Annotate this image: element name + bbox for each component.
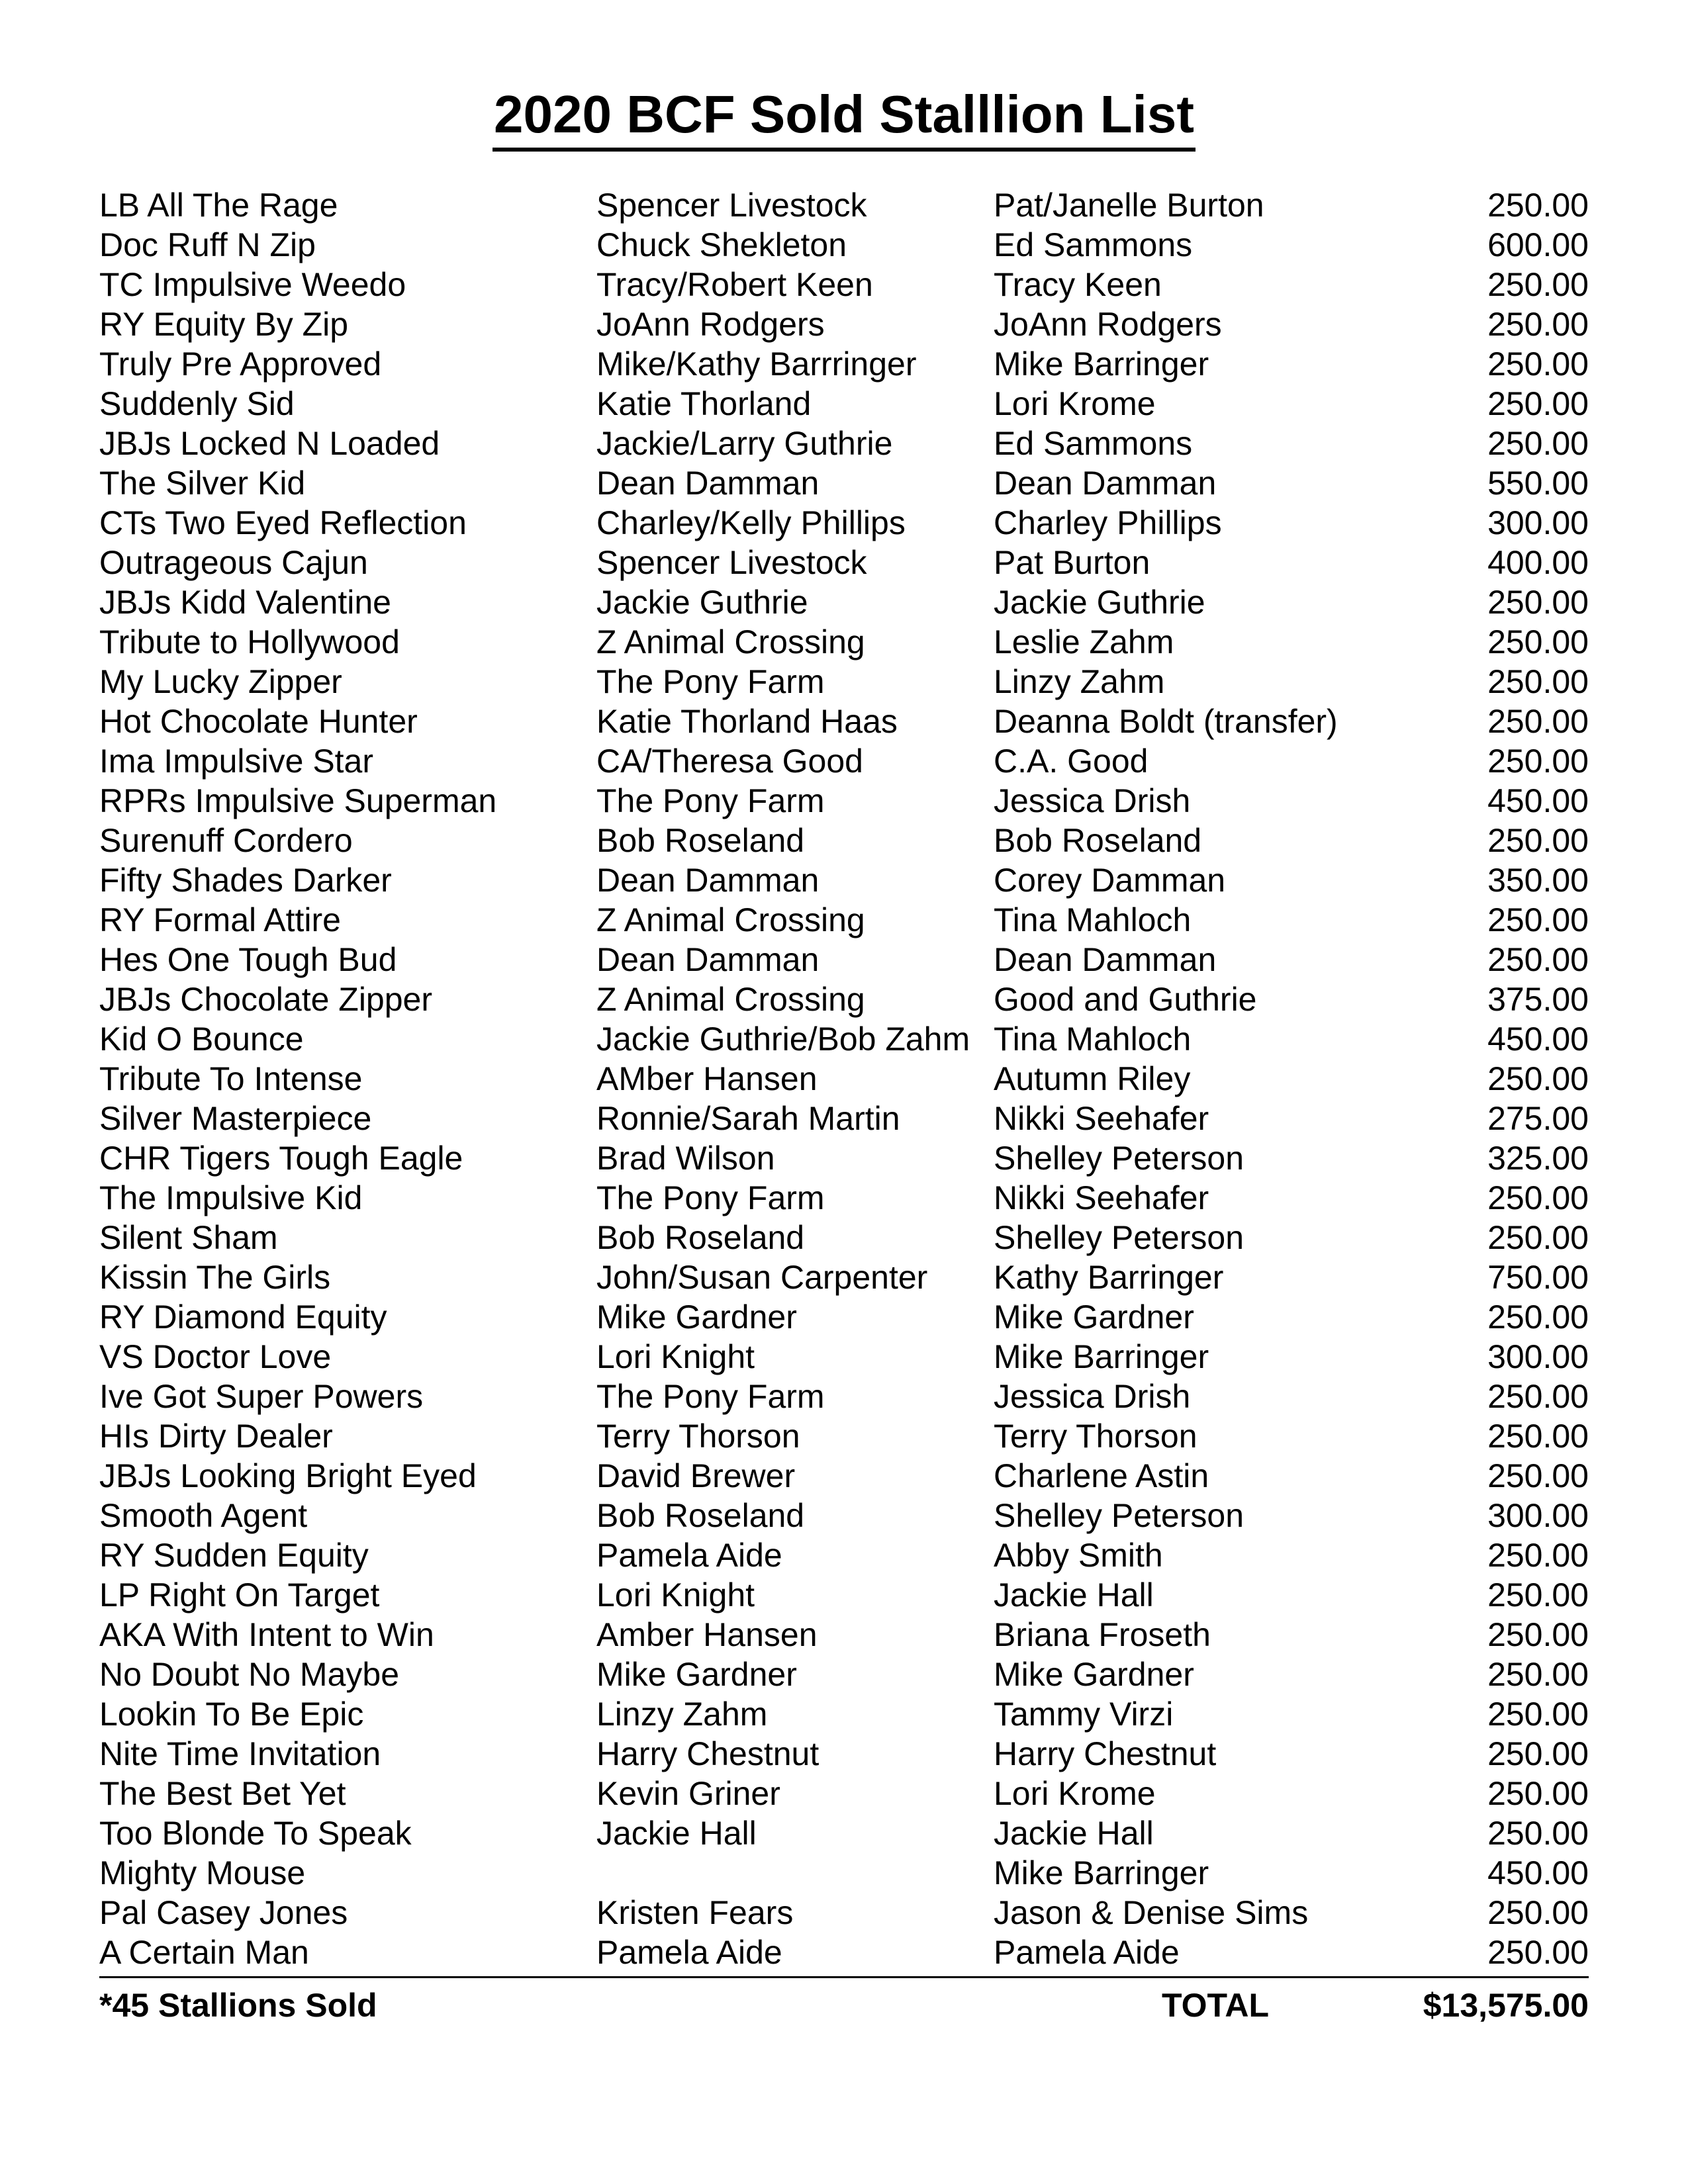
table-row [99, 1257, 1589, 1297]
total-divider [99, 1976, 1589, 1978]
sale-price: 250.00 [1487, 703, 1589, 740]
table-row [99, 1575, 1589, 1615]
table-row [99, 1535, 1589, 1575]
sale-price: 375.00 [1487, 981, 1589, 1018]
stallion-name: Fifty Shades Darker [99, 862, 392, 899]
sale-price: 250.00 [1487, 623, 1589, 660]
sale-price: 250.00 [1487, 1179, 1589, 1216]
table-row [99, 979, 1589, 1019]
buyer-name: Lori Krome [994, 1775, 1156, 1812]
seller-name: Bob Roseland [596, 822, 805, 859]
seller-name: Charley/Kelly Phillips [596, 504, 906, 541]
buyer-name: Harry Chestnut [994, 1735, 1217, 1772]
sale-price: 250.00 [1487, 425, 1589, 462]
buyer-name: Dean Damman [994, 941, 1217, 978]
seller-name: John/Susan Carpenter [596, 1259, 928, 1296]
stallion-name: Kissin The Girls [99, 1259, 331, 1296]
stallion-name: The Silver Kid [99, 465, 306, 502]
stallion-name: RPRs Impulsive Superman [99, 782, 497, 819]
seller-name: JoAnn Rodgers [596, 306, 825, 343]
seller-name: Dean Damman [596, 941, 820, 978]
buyer-name: Jackie Hall [994, 1576, 1154, 1614]
table-row [99, 1893, 1589, 1933]
seller-name: The Pony Farm [596, 782, 825, 819]
sale-price: 250.00 [1487, 187, 1589, 224]
sale-price: 250.00 [1487, 1616, 1589, 1653]
table-row [99, 1416, 1589, 1456]
seller-name: Chuck Shekleton [596, 226, 847, 263]
sale-price: 300.00 [1487, 1497, 1589, 1534]
stallion-name: Pal Casey Jones [99, 1894, 348, 1931]
buyer-name: Good and Guthrie [994, 981, 1257, 1018]
sale-price: 250.00 [1487, 1894, 1589, 1931]
stallion-name: TC Impulsive Weedo [99, 266, 406, 303]
seller-name: Bob Roseland [596, 1497, 805, 1534]
sale-price: 250.00 [1487, 1060, 1589, 1097]
buyer-name: Dean Damman [994, 465, 1217, 502]
stallion-name: Lookin To Be Epic [99, 1696, 364, 1733]
sale-price: 325.00 [1487, 1140, 1589, 1177]
seller-name: Mike Gardner [596, 1656, 797, 1693]
stallion-name: Hes One Tough Bud [99, 941, 397, 978]
buyer-name: Charley Phillips [994, 504, 1222, 541]
sale-price: 250.00 [1487, 385, 1589, 422]
seller-name: Terry Thorson [596, 1418, 800, 1455]
stallion-name: Mighty Mouse [99, 1854, 306, 1891]
sale-price: 250.00 [1487, 822, 1589, 859]
stallion-name: VS Doctor Love [99, 1338, 332, 1375]
stallion-name: Silver Masterpiece [99, 1100, 372, 1137]
table-row [99, 1138, 1589, 1178]
stallion-name: No Doubt No Maybe [99, 1656, 400, 1693]
seller-name: Harry Chestnut [596, 1735, 820, 1772]
buyer-name: Tina Mahloch [994, 1021, 1192, 1058]
buyer-name: Lori Krome [994, 385, 1156, 422]
page-title-text: 2020 BCF Sold Stalllion List [492, 83, 1196, 152]
table-row [99, 1456, 1589, 1496]
sale-price: 250.00 [1487, 1298, 1589, 1336]
seller-name: Kevin Griner [596, 1775, 780, 1812]
buyer-name: Jackie Guthrie [994, 584, 1205, 621]
buyer-name: Abby Smith [994, 1537, 1163, 1574]
sale-price: 250.00 [1487, 743, 1589, 780]
seller-name: Linzy Zahm [596, 1696, 768, 1733]
table-row [99, 1377, 1589, 1416]
table-row [99, 821, 1589, 860]
table-row [99, 185, 1589, 225]
table-row [99, 860, 1589, 900]
seller-name: Bob Roseland [596, 1219, 805, 1256]
sale-price: 350.00 [1487, 862, 1589, 899]
seller-name: Dean Damman [596, 465, 820, 502]
stallion-name: Ive Got Super Powers [99, 1378, 424, 1415]
buyer-name: Leslie Zahm [994, 623, 1174, 660]
seller-name: AMber Hansen [596, 1060, 818, 1097]
stallion-name: Doc Ruff N Zip [99, 226, 316, 263]
seller-name: Z Animal Crossing [596, 981, 865, 1018]
sale-price: 250.00 [1487, 901, 1589, 938]
stallion-name: Surenuff Cordero [99, 822, 353, 859]
page-title [0, 83, 1688, 152]
table-row [99, 1933, 1589, 1972]
sale-price: 250.00 [1487, 1656, 1589, 1693]
stallion-name: JBJs Locked N Loaded [99, 425, 440, 462]
seller-name: Brad Wilson [596, 1140, 775, 1177]
stallion-name: Tribute to Hollywood [99, 623, 400, 660]
sale-price: 250.00 [1487, 1815, 1589, 1852]
seller-name: Jackie Hall [596, 1815, 757, 1852]
sale-price: 550.00 [1487, 465, 1589, 502]
sale-price: 450.00 [1487, 1021, 1589, 1058]
buyer-name: Pat/Janelle Burton [994, 187, 1264, 224]
sale-price: 275.00 [1487, 1100, 1589, 1137]
buyer-name: Corey Damman [994, 862, 1226, 899]
seller-name: Z Animal Crossing [596, 901, 865, 938]
stallion-name: Outrageous Cajun [99, 544, 368, 581]
table-row [99, 1059, 1589, 1099]
buyer-name: Shelley Peterson [994, 1219, 1244, 1256]
table-row [99, 225, 1589, 265]
seller-name: Jackie/Larry Guthrie [596, 425, 893, 462]
buyer-name: Mike Gardner [994, 1298, 1194, 1336]
stallion-name: Kid O Bounce [99, 1021, 304, 1058]
sale-price: 450.00 [1487, 1854, 1589, 1891]
table-row [99, 1694, 1589, 1734]
table-row [99, 622, 1589, 662]
sale-price: 300.00 [1487, 1338, 1589, 1375]
sale-price: 250.00 [1487, 266, 1589, 303]
table-row [99, 463, 1589, 503]
table-row [99, 1734, 1589, 1774]
table-row [99, 1615, 1589, 1655]
sale-price: 250.00 [1487, 1576, 1589, 1614]
table-row [99, 543, 1589, 582]
buyer-name: Tracy Keen [994, 266, 1162, 303]
seller-name: Dean Damman [596, 862, 820, 899]
table-row [99, 1297, 1589, 1337]
stallion-name: Tribute To Intense [99, 1060, 363, 1097]
seller-name: David Brewer [596, 1457, 796, 1494]
seller-name: Katie Thorland Haas [596, 703, 898, 740]
table-row [99, 1019, 1589, 1059]
stallions-sold-note: *45 Stallions Sold [99, 1987, 377, 2024]
stallion-name: RY Equity By Zip [99, 306, 349, 343]
sale-price: 600.00 [1487, 226, 1589, 263]
buyer-name: Mike Barringer [994, 1854, 1209, 1891]
seller-name: The Pony Farm [596, 663, 825, 700]
table-row [99, 781, 1589, 821]
sale-price: 250.00 [1487, 1457, 1589, 1494]
stallion-name: Silent Sham [99, 1219, 278, 1256]
stallion-name: RY Sudden Equity [99, 1537, 369, 1574]
table-row [99, 1774, 1589, 1813]
buyer-name: C.A. Good [994, 743, 1149, 780]
seller-name: Jackie Guthrie [596, 584, 808, 621]
seller-name: The Pony Farm [596, 1179, 825, 1216]
sale-price: 400.00 [1487, 544, 1589, 581]
total-label: TOTAL [1162, 1987, 1270, 2024]
stallion-name: A Certain Man [99, 1934, 309, 1971]
stallion-name: My Lucky Zipper [99, 663, 342, 700]
buyer-name: Briana Froseth [994, 1616, 1211, 1653]
total-value: $13,575.00 [1423, 1987, 1589, 2024]
table-row [99, 424, 1589, 463]
buyer-name: Jessica Drish [994, 782, 1191, 819]
seller-name: Lori Knight [596, 1338, 755, 1375]
table-row [99, 702, 1589, 741]
stallion-name: Too Blonde To Speak [99, 1815, 412, 1852]
seller-name: Z Animal Crossing [596, 623, 865, 660]
seller-name: Kristen Fears [596, 1894, 794, 1931]
sale-price: 250.00 [1487, 1775, 1589, 1812]
buyer-name: Ed Sammons [994, 425, 1193, 462]
buyer-name: Mike Gardner [994, 1656, 1194, 1693]
buyer-name: Linzy Zahm [994, 663, 1165, 700]
seller-name: Mike/Kathy Barrringer [596, 345, 917, 383]
seller-name: Tracy/Robert Keen [596, 266, 873, 303]
sale-price: 250.00 [1487, 345, 1589, 383]
sale-price: 250.00 [1487, 1378, 1589, 1415]
table-row [99, 1218, 1589, 1257]
sale-price: 750.00 [1487, 1259, 1589, 1296]
sale-price: 250.00 [1487, 1219, 1589, 1256]
stallion-name: HIs Dirty Dealer [99, 1418, 333, 1455]
table-row [99, 1655, 1589, 1694]
buyer-name: Shelley Peterson [994, 1497, 1244, 1534]
buyer-name: Nikki Seehafer [994, 1100, 1209, 1137]
stallion-name: The Impulsive Kid [99, 1179, 363, 1216]
table-row [99, 265, 1589, 304]
stallion-name: Smooth Agent [99, 1497, 308, 1534]
seller-name: Mike Gardner [596, 1298, 797, 1336]
seller-name: Spencer Livestock [596, 187, 867, 224]
buyer-name: Mike Barringer [994, 345, 1209, 383]
seller-name: Jackie Guthrie/Bob Zahm [596, 1021, 970, 1058]
table-row [99, 1337, 1589, 1377]
seller-name: Pamela Aide [596, 1934, 782, 1971]
table-row [99, 1853, 1589, 1893]
seller-name: Spencer Livestock [596, 544, 867, 581]
sale-price: 250.00 [1487, 1696, 1589, 1733]
table-row [99, 503, 1589, 543]
seller-name: Lori Knight [596, 1576, 755, 1614]
buyer-name: JoAnn Rodgers [994, 306, 1222, 343]
sale-price: 450.00 [1487, 782, 1589, 819]
stallion-name: Suddenly Sid [99, 385, 295, 422]
buyer-name: Charlene Astin [994, 1457, 1209, 1494]
sale-price: 250.00 [1487, 1735, 1589, 1772]
table-row [99, 1496, 1589, 1535]
sale-price: 250.00 [1487, 663, 1589, 700]
table-row [99, 1813, 1589, 1853]
buyer-name: Kathy Barringer [994, 1259, 1224, 1296]
buyer-name: Pat Burton [994, 544, 1150, 581]
sale-price: 250.00 [1487, 941, 1589, 978]
stallion-name: JBJs Chocolate Zipper [99, 981, 433, 1018]
stallion-name: JBJs Kidd Valentine [99, 584, 391, 621]
buyer-name: Jason & Denise Sims [994, 1894, 1309, 1931]
buyer-name: Autumn Riley [994, 1060, 1191, 1097]
seller-name: The Pony Farm [596, 1378, 825, 1415]
sale-price: 300.00 [1487, 504, 1589, 541]
table-row [99, 940, 1589, 979]
stallion-name: LP Right On Target [99, 1576, 380, 1614]
totals-row [99, 1982, 1589, 2028]
table-row [99, 741, 1589, 781]
buyer-name: Bob Roseland [994, 822, 1202, 859]
buyer-name: Mike Barringer [994, 1338, 1209, 1375]
buyer-name: Tina Mahloch [994, 901, 1192, 938]
table-row [99, 900, 1589, 940]
sale-price: 250.00 [1487, 1418, 1589, 1455]
stallion-list [99, 185, 1589, 1972]
stallion-name: RY Formal Attire [99, 901, 341, 938]
table-row [99, 344, 1589, 384]
sale-price: 250.00 [1487, 306, 1589, 343]
buyer-name: Deanna Boldt (transfer) [994, 703, 1338, 740]
stallion-name: JBJs Looking Bright Eyed [99, 1457, 477, 1494]
seller-name: Katie Thorland [596, 385, 812, 422]
stallion-name: Nite Time Invitation [99, 1735, 381, 1772]
buyer-name: Shelley Peterson [994, 1140, 1244, 1177]
table-row [99, 1178, 1589, 1218]
stallion-name: CTs Two Eyed Reflection [99, 504, 467, 541]
seller-name: Amber Hansen [596, 1616, 818, 1653]
sale-price: 250.00 [1487, 1934, 1589, 1971]
buyer-name: Ed Sammons [994, 226, 1193, 263]
buyer-name: Terry Thorson [994, 1418, 1197, 1455]
table-row [99, 582, 1589, 622]
stallion-name: CHR Tigers Tough Eagle [99, 1140, 463, 1177]
stallion-name: Hot Chocolate Hunter [99, 703, 418, 740]
stallion-name: Truly Pre Approved [99, 345, 382, 383]
sale-price: 250.00 [1487, 1537, 1589, 1574]
table-row [99, 384, 1589, 424]
stallion-name: LB All The Rage [99, 187, 338, 224]
sale-price: 250.00 [1487, 584, 1589, 621]
stallion-name: Ima Impulsive Star [99, 743, 374, 780]
seller-name: Ronnie/Sarah Martin [596, 1100, 900, 1137]
seller-name: CA/Theresa Good [596, 743, 863, 780]
buyer-name: Tammy Virzi [994, 1696, 1174, 1733]
seller-name: Pamela Aide [596, 1537, 782, 1574]
buyer-name: Jackie Hall [994, 1815, 1154, 1852]
buyer-name: Nikki Seehafer [994, 1179, 1209, 1216]
stallion-name: The Best Bet Yet [99, 1775, 346, 1812]
buyer-name: Pamela Aide [994, 1934, 1180, 1971]
stallion-name: RY Diamond Equity [99, 1298, 387, 1336]
stallion-name: AKA With Intent to Win [99, 1616, 434, 1653]
table-row [99, 304, 1589, 344]
table-row [99, 1099, 1589, 1138]
buyer-name: Jessica Drish [994, 1378, 1191, 1415]
table-row [99, 662, 1589, 702]
